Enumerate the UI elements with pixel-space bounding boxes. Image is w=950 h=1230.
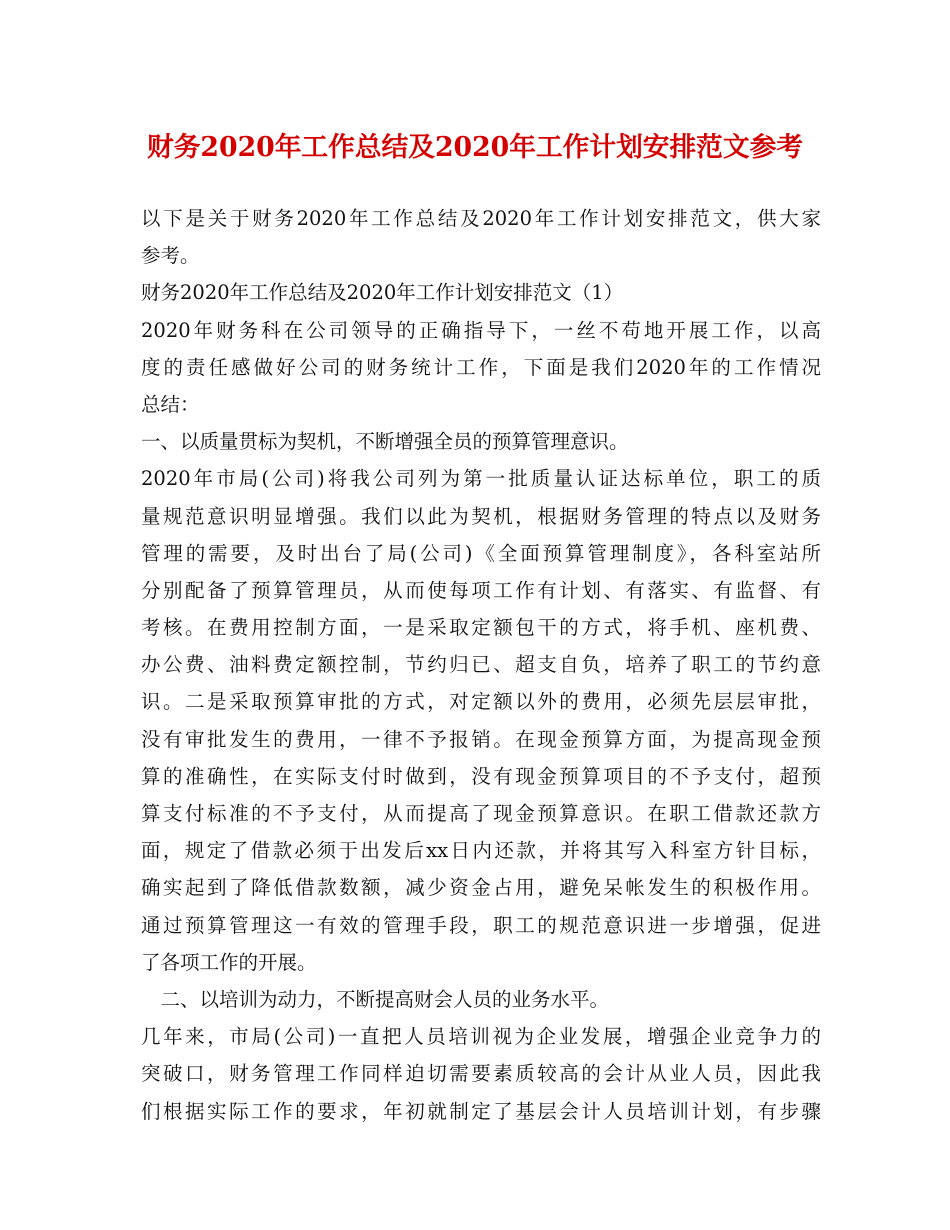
body-line: 分别配备了预算管理员，从而使每项工作有计划、有落实、有监督、有 xyxy=(141,578,821,602)
body-line: 财务2020年工作总结及2020年工作计划安排范文（1） xyxy=(141,281,624,305)
body-line: 管理的需要，及时出台了局(公司)《全面预算管理制度》，各科室站所 xyxy=(141,541,821,565)
body-line: 们根据实际工作的要求，年初就制定了基层会计人员培训计划，有步骤 xyxy=(141,1099,821,1123)
body-line: 量规范意识明显增强。我们以此为契机，根据财务管理的特点以及财务 xyxy=(141,504,821,528)
body-line: 几年来，市局(公司)一直把人员培训视为企业发展，增强企业竞争力的 xyxy=(141,1025,821,1049)
body-line: 二、以培训为动力，不断提高财会人员的业务水平。 xyxy=(141,987,610,1011)
body-line: 算支付标准的不予支付，从而提高了现金预算意识。在职工借款还款方 xyxy=(141,802,821,825)
body-line: 算的准确性，在实际支付时做到，没有现金预算项目的不予支付，超预 xyxy=(141,764,821,788)
body-line: 考核。在费用控制方面，一是采取定额包干的方式，将手机、座机费、 xyxy=(141,616,821,640)
body-line: 总结： xyxy=(141,392,200,416)
body-line: 确实起到了降低借款数额，减少资金占用，避免呆帐发生的积极作用。 xyxy=(141,876,821,900)
body-line: 办公费、油料费定额控制，节约归已、超支自负，培养了职工的节约意 xyxy=(141,653,821,677)
body-line: 2020年市局(公司)将我公司列为第一批质量认证达标单位，职工的质 xyxy=(141,467,821,491)
body-line: 通过预算管理这一有效的管理手段，职工的规范意识进一步增强，促进 xyxy=(141,913,821,937)
body-line: 度的责任感做好公司的财务统计工作，下面是我们2020年的工作情况 xyxy=(141,355,821,379)
body-line: 突破口，财务管理工作同样迫切需要素质较高的会计从业人员，因此我 xyxy=(141,1062,821,1086)
body-line: 了各项工作的开展。 xyxy=(141,950,317,974)
body-line: 面，规定了借款必须于出发后xx日内还款，并将其写入科室方针目标， xyxy=(141,839,821,863)
document-title: 财务2020年工作总结及2020年工作计划安排范文参考 xyxy=(147,132,803,163)
body-line: 参考。 xyxy=(141,244,200,268)
body-line: 以下是关于财务2020年工作总结及2020年工作计划安排范文，供大家 xyxy=(141,207,821,230)
document-body xyxy=(141,200,821,1130)
body-line: 没有审批发生的费用，一律不予报销。在现金预算方面，为提高现金预 xyxy=(141,727,821,751)
body-line: 识。二是采取预算审批的方式，对定额以外的费用，必须先层层审批， xyxy=(141,690,821,714)
body-line: 一、以质量贯标为契机，不断增强全员的预算管理意识。 xyxy=(141,430,629,454)
body-line: 2020年财务科在公司领导的正确指导下，一丝不苟地开展工作，以高 xyxy=(141,318,821,342)
